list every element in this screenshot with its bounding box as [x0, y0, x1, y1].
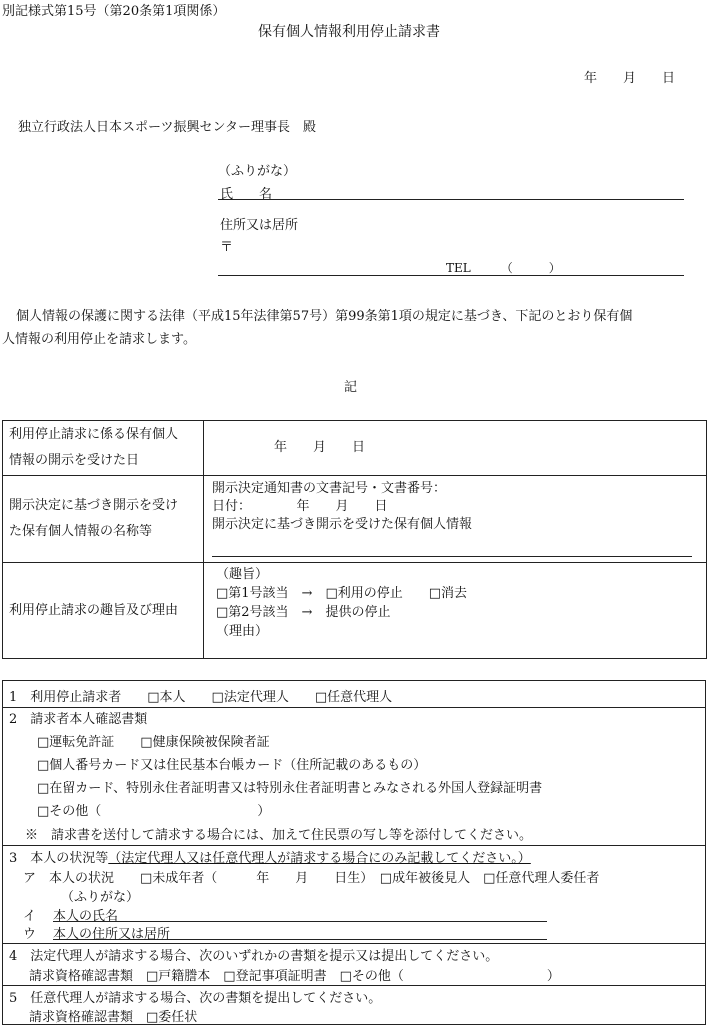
postal-mark: 〒 [220, 240, 234, 255]
section-2-item-3: □在留カード、特別永住者証明書又は特別永住者証明書とみなされる外国人登録証明書 [37, 781, 543, 796]
supplementary-box [2, 680, 706, 1025]
form-reference: 別記様式第15号（第20条第1項関係） [2, 4, 226, 19]
principal-address-label: 本人の住所又は居所 [53, 927, 171, 942]
section-3-title: 3 本人の状況等（法定代理人又は任意代理人が請求する場合にのみ記載してください。） [9, 851, 531, 866]
body-text-line1: 個人情報の保護に関する法律（平成15年法律第57号）第99条第1項の規定に基づき、下記のとおり保有個 [16, 309, 633, 324]
purpose-reason-value: （趣旨） □第1号該当 → □利用の停止 □消去 □第2号該当 → 提供の停止 （理由） [204, 563, 707, 659]
divider [3, 943, 705, 944]
section-2-note: ※ 請求書を送付して請求する場合には、加えて住民票の写し等を添付してください。 [25, 828, 533, 843]
section-2-title: 2 請求者本人確認書類 [9, 712, 148, 727]
section-1-requester: 1 利用停止請求者 □本人 □法定代理人 □任意代理人 [9, 690, 393, 705]
purpose-reason-label: 利用停止請求の趣旨及び理由 [3, 563, 204, 659]
address-label: 住所又は居所 [220, 218, 299, 233]
disclosure-info-label: 開示決定に基づき開示を受け た保有個人情報の名称等 [3, 476, 204, 563]
disclosure-date-value: 年 月 日 [204, 421, 707, 476]
body-text-line2: 人情報の利用停止を請求します。 [2, 332, 196, 347]
section-2-item-2: □個人番号カード又は住民基本台帳カード（住所記載のあるもの） [37, 758, 427, 773]
section-3-i-mark: イ [23, 909, 37, 924]
section-4-documents: 請求資格確認書類 □戸籍謄本 □登記事項証明書 □その他（ ） [29, 969, 560, 984]
name-label: 氏 名 [220, 187, 273, 202]
section-2-item-4: □その他（ ） [37, 804, 271, 819]
section-3-furigana: （ふりがな） [61, 890, 140, 905]
name-underline [218, 199, 684, 200]
section-3-u-mark: ウ [23, 927, 37, 942]
principal-name-label: 本人の氏名 [53, 909, 119, 924]
addressee: 独立行政法人日本スポーツ振興センター理事長 殿 [18, 120, 316, 135]
disclosure-info-value: 開示決定通知書の文書記号・文書番号： 日付： 年 月 日 開示決定に基づき開示を受けた保有個人情報 [204, 476, 707, 563]
request-table [2, 420, 707, 659]
furigana-label: （ふりがな） [218, 164, 297, 179]
tel-field: TEL （ ） [446, 261, 561, 275]
principal-address-underline [53, 939, 547, 940]
section-2-item-1: □運転免許証 □健康保険被保険者証 [37, 735, 270, 750]
principal-name-underline [53, 921, 547, 922]
date-line: 年 月 日 [584, 71, 676, 86]
divider [3, 845, 705, 846]
section-4-title: 4 法定代理人が請求する場合、次のいずれかの書類を提示又は提出してください。 [9, 949, 499, 964]
section-5-documents: 請求資格確認書類 □委任状 [29, 1010, 198, 1025]
info-underline [212, 556, 692, 557]
section-5-title: 5 任意代理人が請求する場合、次の書類を提出してください。 [9, 991, 382, 1006]
section-3-status: ア 本人の状況 □未成年者（ 年 月 日生） □成年被後見人 □任意代理人委任者 [23, 871, 600, 886]
document-title: 保有個人情報利用停止請求書 [258, 24, 440, 40]
address-underline [218, 275, 684, 276]
ki-heading: 記 [344, 380, 358, 395]
divider [3, 985, 705, 986]
disclosure-date-label: 利用停止請求に係る保有個人 情報の開示を受けた日 [3, 421, 204, 476]
